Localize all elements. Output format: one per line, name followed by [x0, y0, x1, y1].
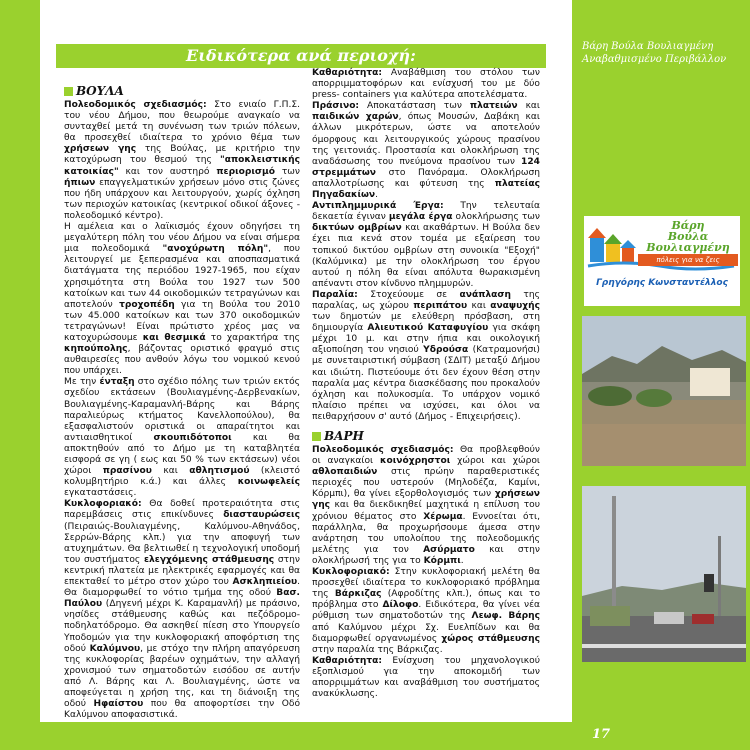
paragraph: Η αμέλεια και ο λαϊκισμός έχουν οδηγήσει τη μεγαλύτερη πόλη του νέου Δήμου να είναι σήμερα μια πολεοδομικά "ανοχύρωτη πόλη", που λειτουργεί με ξεπερασμένα και αποσπασματικά διατάγματα της περιόδου 1927-1965, που είχαν χρησιμότητα στη Βούλα του 1927 των 500 κατοίκων και των 44 οικοδομικών τετραγώνων και αποτελούν τροχοπέδη για τη Βούλα του 2010 των 45.000 κατοίκων και των 370 οικοδομικών τετραγώνων! Είναι πρώτιστο χρέος μας να κατοχυρώσουμε και θεσμικά το χαρακτήρα της κηπούπολης, βάζοντας οριστικό φραγμό στις αυθαιρεσίες που ανθούν λόγω του νομικού κενού που υπάρχει. [64, 222, 300, 377]
paragraph: Καθαριότητα: Ενίσχυση του μηχανολογικού εξοπλισμού για την αποκομιδή των απορριμμάτων και αναβάθμιση του συστήματος ανακύκλωσης. [312, 655, 540, 700]
section-heading-vari: ΒΑΡΗ [312, 429, 540, 443]
paragraph: Πολεοδομικός σχεδιασμός: Θα προβλεφθούν οι αναγκαίοι κοινόχρηστοι χώροι και χώροι αθλοπαιδιών στις πρώην παραθεριστικές περιοχές που υστερούν (Μηλοδέζα, Καμίνι, Κόρμπι), θα γίνει εξορθολογισμός των χρήσεων γης και θα διεκδικηθεί μαχητικά η επίλυση του χρόνιου θέματος στο Χέρωμα. Εννοείται ότι, παράλληλα, θα προχωρήσουμε άμεσα στην ανάρτηση του υπολοίπου της πολεοδομικής μελέτης για τον Ασύρματο και στην ολοκλήρωσή της για το Κόρμπι. [312, 445, 541, 566]
section-heading-voula: ΒΟΥΛΑ [64, 84, 300, 98]
photo-street-mountains [582, 316, 746, 466]
campaign-logo [584, 216, 740, 306]
column-left [64, 84, 300, 721]
paragraph: Πολεοδομικός σχεδιασμός: Στο ενιαίο Γ.Π.Σ. του νέου Δήμου, που θεωρούμε αναγκαίο να συνταχθεί μετά τη συνένωση των τριών πόλεων, θα προσεχθεί ιδιαίτερα το χρόνιο θέμα των χρήσεων γης της Βούλας, με κριτήριο την κατοχύρωση του θεσμού της "αποκλειστικής κατοικίας" και τον αυστηρό περιορισμό των ήπιων επαγγελματικών χρήσεων μόνο στις ζώνες που ήδη υπάρχουν και λειτουργούν, χωρίς όχληση των περιοχών κατοικίας (κεντρικοί οδικοί άξονες - πολεοδομικό κέντρο). [64, 100, 300, 221]
paragraph: Με την ένταξη στο σχέδιο πόλης των τριών εκτός σχεδίου εκτάσεων (Βουλιαγμένης-Δερβενακίων, Βουλιαγμένης-Καραμανλή-Βάρης και Βάρης παραλιεύρως κτήματος Κανελλοπούλου), θα εξασφαλιστούν οριστικά οι απαραίτητοι και αντιαισθητικοί σκουπιδότοποι και θα αποκτηθούν από το Δήμο με τη καταβλητέα εισφορά σε γη ( εως και 50 % των εκτάσεων) νέοι χώροι πρασίνου και αθλητισμού (κλειστό κολυμβητήριο κ.ά.) και άλλες κοινωφελείς εγκαταστάσεις. [64, 377, 300, 499]
paragraph: Κυκλοφοριακό: Στην κυκλοφοριακή μελέτη θα προσεχθεί ιδιαίτερα το κυκλοφοριακό πρόβλημα της Βάρκιζας (Αφροδίτης κλπ.), όπως και το πρόβλημα στο Δίλοφο. Ειδικότερα, θα γίνει νέα ρύθμιση των σηματοδοτών της Λεωφ. Βάρης από Καλύμνου μέχρι Σχ. Ευελπίδων και θα διαμορφωθεί οργανωμένος χώρος στάθμευσης στην παραλία της Βάρκιζας. [312, 567, 541, 655]
page-number: 17 [592, 727, 611, 742]
paragraph: Κυκλοφοριακό: Θα δοθεί προτεραιότητα στις παρεμβάσεις στις επικίνδυνες διασταυρώσεις (Πειραιώς-Βουλιαγμένης, Καλύμνου-Αθηνάδος, Σερρών-Βάρης κλπ.) για την αποφυγή των ατυχημάτων. Θα βελτιωθεί η τεχνολογική υποδομή του συστήματος ελεγχόμενης στάθμευσης στην κεντρική πλατεία με ηλεκτρικές εφαρμογές και θα επεκταθεί το μέτρο στον χώρο του Ασκληπιείου. Θα διαμορφωθεί το νότιο τμήμα της οδού Βασ. Παύλου (Δηγενή μέχρι Κ. Καραμανλή) με πράσινο, νησίδες στάθμευσης καθώς και πεζόδρομο-ποδηλατόδρομο. Θα ασκηθεί πίεση στο Υπουργείο Υποδομών για την κυκλοφοριακή αποφόρτιση της οδού Καλύμνου, με στόχο την πλήρη απαγόρευση της κυκλοφορίας βαρέων οχημάτων, την αλλαγή χρονισμού των σηματοδοτών εισόδου σε αυτήν από Λ. Βάρης και Λ. Βουλιαγμένης, ώστε να αποφεύγεται η χρήση της, και τη διάνοιξη της οδού Ηφαίστου που θα αποφορτίσει την Οδό Καλύμνου αποφασιστικά. [64, 499, 301, 721]
column-right [312, 68, 540, 700]
side-title-line1: Βάρη Βούλα Βουλιαγμένη [582, 41, 714, 52]
logo-title: Βάρη Βούλα Βουλιαγμένη [646, 219, 730, 254]
paragraph: Πράσινο: Αποκατάσταση των πλατειών και παιδικών χαρών, όπως Μουσών, Δαβάκη και άλλων μικρότερων, ώστε να αποτελούν όμορφους και λειτουργικούς χώρους πρασίνου της γειτονιάς. Προστασία και ολοκλήρωση της αναδάσωσης του πνεύμονα πρασίνου των 124 στρεμμάτων στο Πανόραμα. Ολοκλήρωση απαλλοτρίωσης και φύτευση της πλατείας Πηγαδακίων. [312, 101, 540, 201]
logo-tagline: πόλεις για να ζεις [638, 254, 738, 266]
paragraph: Παραλία: Στοχεύουμε σε ανάπλαση της παραλίας, ως χώρου περιπάτου και αναψυχής των δημοτών με ελεύθερη πρόσβαση, στη δημιουργία Αλιευτικού Καταφυγίου για σκάφη μέχρι 10 μ. και στην ήπια και οικολογική αξιοποίηση του νησιού Υδρούσα (Κατραμονήσι) με συνεταιριστική σύμβαση (ΣΔΙΤ) μεταξύ Δήμου και ιδιώτη. Πιστεύουμε ότι δεν έχουν θέση στην παραλία μας κέντρα διασκέδασης που προκαλούν όχληση και πολυκοσμία. Το υπάρχον νομικό πλαίσιο πρέπει να ισχύσει, και όλοι να πειθαρχήσουν σ' αυτό (Δήμος - Επιχειρήσεις). [312, 289, 541, 422]
side-title-line2: Αναβαθμισμένο Περιβάλλον [582, 54, 727, 65]
photo-street-traffic [582, 486, 746, 662]
green-square-icon [64, 87, 73, 96]
left-green-bar [0, 0, 40, 750]
paragraph: Αντιπλημμυρικά Έργα: Την τελευταία δεκαετία έγιναν μεγάλα έργα ολοκλήρωσης των δικτύων ομβρίων και ακαθάρτων. Η Βούλα δεν έχει πια κενά στον τομέα με εξαίρεση του τοπικού δικτύου ομβρίων στη συνοικία "Εξοχή" (Καλύμνικα) με την ολοκλήρωση του έργου αυτού η πόλη θα είναι απόλυτα θωρακισμένη απέναντι στον κίνδυνο πλημμυρών. [312, 201, 541, 289]
green-square-icon [312, 432, 321, 441]
logo-candidate-name: Γρηγόρης Κωνσταντέλλος [596, 278, 728, 288]
paragraph: Καθαριότητα: Αναβάθμιση του στόλου των απορριμματοφόρων και ενίσχυσή του με δύο press- containers για καλύτερα αποτελέσματα. [312, 68, 540, 101]
side-title [582, 40, 744, 66]
page-title: Ειδικότερα ανά περιοχή: [186, 46, 416, 65]
